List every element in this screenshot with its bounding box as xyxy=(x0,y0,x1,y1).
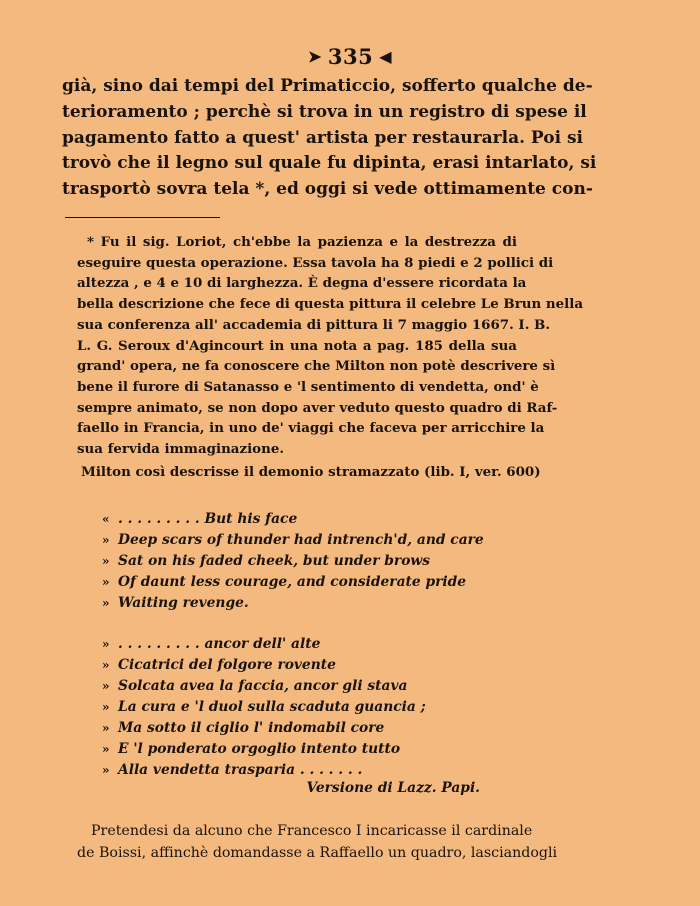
footnote-line: faello in Francia, in uno de' viaggi che faceva per arricchire la xyxy=(77,420,545,437)
verse-line xyxy=(102,718,498,739)
verse-text: Waiting revenge. xyxy=(118,595,249,611)
footnote-separator xyxy=(65,217,220,218)
verse-text: Alla vendetta traspariа . . . . . . . xyxy=(118,762,363,778)
header-left-ornament: ➤ xyxy=(307,47,322,66)
main-text xyxy=(62,74,597,203)
verse-line xyxy=(102,655,498,676)
quote-mark: » xyxy=(102,679,110,693)
quote-mark: » xyxy=(102,533,110,547)
verse-text: Sat on his faded cheek, but under brows xyxy=(118,553,431,569)
verse-line xyxy=(102,634,498,655)
verse-text: La cura e 'l duol sulla scaduta guancia ; xyxy=(118,699,426,715)
verse-line xyxy=(102,572,498,593)
quote-mark: » xyxy=(102,700,110,714)
translation-credit: Versione di Lazz. Papi. xyxy=(306,780,480,796)
verse-line xyxy=(102,676,498,697)
main-text-line: pagamento fatto a quest' artista per restaurarla. Poi si xyxy=(62,127,584,148)
verse-text: Ma sotto il ciglio l' indomabil core xyxy=(118,720,385,736)
closing-text xyxy=(77,820,558,864)
quote-mark: » xyxy=(102,596,110,610)
verse-text: Solcata avea la faccia, ancor gli stava xyxy=(118,678,408,694)
verse-line xyxy=(102,593,498,614)
quote-mark: » xyxy=(102,658,110,672)
verse-text: Cicatrici del folgore rovente xyxy=(118,657,336,673)
footnote-line: L. G. Seroux d'Agincourt in una nota a pag. 185 della sua xyxy=(77,337,517,354)
footnote-line: sua conferenza all' accademia di pittura li 7 maggio 1667. I. B. xyxy=(77,316,551,333)
quote-mark: » xyxy=(102,554,110,568)
verse-line xyxy=(102,530,498,551)
footnote-line: altezza , e 4 e 10 di larghezza. È degna d'essere ricordata la xyxy=(77,275,527,292)
verse-text: . . . . . . . . . ancor dell' alte xyxy=(118,636,321,652)
page-number: 335 xyxy=(327,44,374,69)
quote-mark: » xyxy=(102,721,110,735)
footnote-line: sempre animato, se non dopo aver veduto questo quadro di Raf- xyxy=(77,399,558,416)
main-text-line: già, sino dai tempi del Primaticcio, sofferto qualche de- xyxy=(62,76,593,96)
footnote-line: sua fervida immaginazione. xyxy=(77,441,285,458)
verse-line xyxy=(102,551,498,572)
verse-text: . . . . . . . . . But his face xyxy=(118,511,298,527)
header-right-ornament: ◀ xyxy=(379,47,393,66)
page-header xyxy=(0,44,700,69)
verse-line xyxy=(102,739,498,760)
quote-mark: » xyxy=(102,637,110,651)
italian-verse xyxy=(102,634,498,781)
footnote-line: grand' opera, ne fa conoscere che Milton non potè descrivere sì xyxy=(77,358,556,375)
verse-line xyxy=(102,509,498,530)
verse-line xyxy=(102,760,498,781)
footnote-line: bella descrizione che fece di questa pittura il celebre Le Brun nella xyxy=(77,296,583,313)
main-text-line: terioramento ; perchè si trova in un registro di spese il xyxy=(62,101,587,122)
quote-mark: » xyxy=(102,575,110,589)
closing-text-line: de Boissi, affinchè domandasse a Raffaello un quadro, lasciandogli xyxy=(77,845,558,861)
footnote-reference-line: Milton così descrisse il demonio stramazzato (lib. I, ver. 600) xyxy=(81,463,541,480)
footnote xyxy=(77,232,583,482)
verse-text: Of daunt less courage, and considerate pride xyxy=(118,574,467,590)
quote-mark: » xyxy=(102,763,110,777)
main-text-line: trasportò sovra tela *, ed oggi si vede ottimamente con- xyxy=(62,179,593,200)
quote-mark: « xyxy=(102,512,110,526)
footnote-line: eseguire questa operazione. Essa tavola ha 8 piedi e 2 pollici di xyxy=(77,254,554,271)
verse-text: Deep scars of thunder had intrench'd, and care xyxy=(118,532,484,548)
closing-text-line: Pretendesi da alcuno che Francesco I incaricasse il cardinale xyxy=(91,823,533,839)
verse-line xyxy=(102,697,498,718)
verse-text: E 'l ponderato orgoglio intento tutto xyxy=(118,741,401,757)
english-verse xyxy=(102,509,498,614)
footnote-line: * Fu il sig. Loriot, ch'ebbe la pazienza e la destrezza di xyxy=(87,234,517,250)
main-text-line: trovò che il legno sul quale fu dipinta, erasi intarlato, si xyxy=(62,153,597,174)
quote-mark: » xyxy=(102,742,110,756)
footnote-line: bene il furore di Satanasso e 'l sentimento di vendetta, ond' è xyxy=(77,378,539,395)
